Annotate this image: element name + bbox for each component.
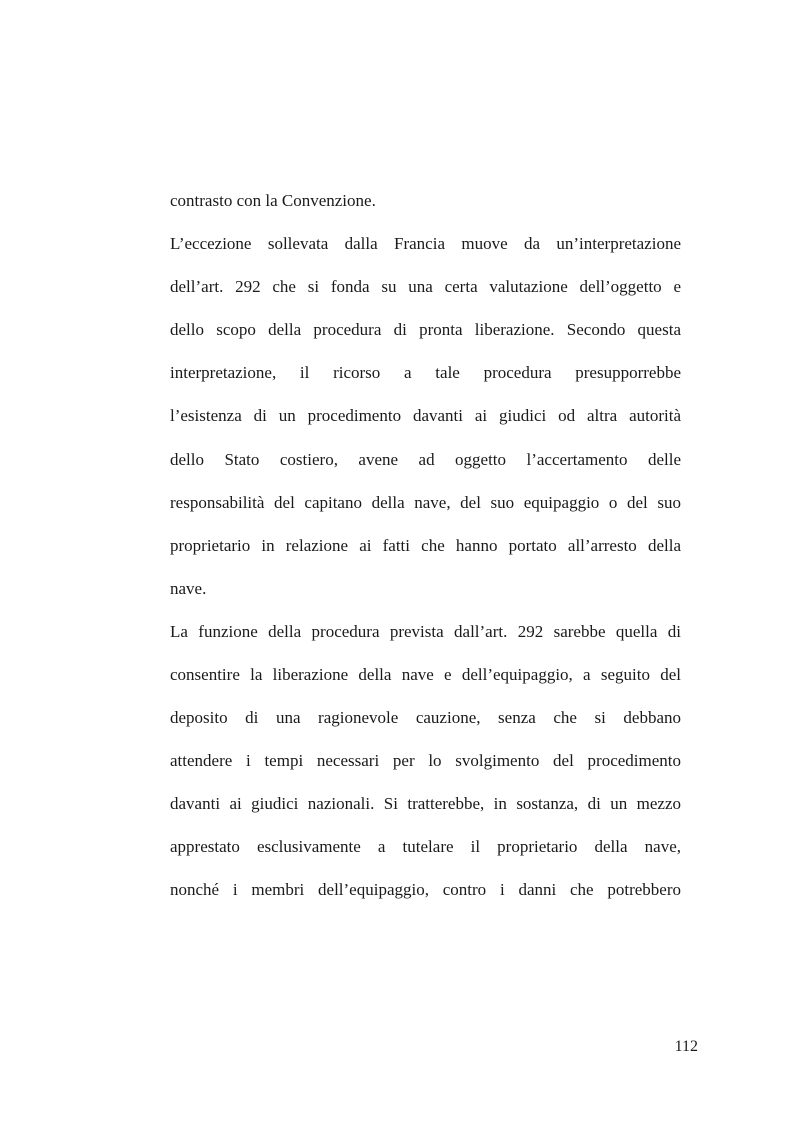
text-line: attendere i tempi necessari per lo svolgimento del procedimento — [170, 751, 681, 770]
text-line: proprietario in relazione ai fatti che hanno portato all’arresto della — [170, 536, 681, 555]
text-line: dell’art. 292 che si fonda su una certa valutazione dell’oggetto e — [170, 277, 681, 296]
text-line: consentire la liberazione della nave e dell’equipaggio, a seguito del — [170, 665, 681, 684]
text-line: apprestato esclusivamente a tutelare il proprietario della nave, — [170, 837, 681, 856]
text-line: interpretazione, il ricorso a tale procedura presupporrebbe — [170, 363, 681, 382]
text-line: davanti ai giudici nazionali. Si tratterebbe, in sostanza, di un mezzo — [170, 794, 681, 813]
text-line: contrasto con la Convenzione. — [170, 191, 376, 210]
text-line: deposito di una ragionevole cauzione, senza che si debbano — [170, 708, 681, 727]
text-line: nave. — [170, 579, 207, 598]
text-line: dello Stato costiero, avene ad oggetto l’accertamento delle — [170, 450, 681, 469]
text-line: L’eccezione sollevata dalla Francia muove da un’interpretazione — [170, 234, 681, 253]
page-number: 112 — [674, 1038, 698, 1055]
text-line: l’esistenza di un procedimento davanti ai giudici od altra autorità — [170, 406, 681, 425]
text-line: responsabilità del capitano della nave, del suo equipaggio o del suo — [170, 493, 681, 512]
text-line: nonché i membri dell’equipaggio, contro i danni che potrebbero — [170, 880, 681, 899]
text-line: dello scopo della procedura di pronta liberazione. Secondo questa — [170, 320, 681, 339]
text-line: La funzione della procedura prevista dall’art. 292 sarebbe quella di — [170, 622, 681, 641]
